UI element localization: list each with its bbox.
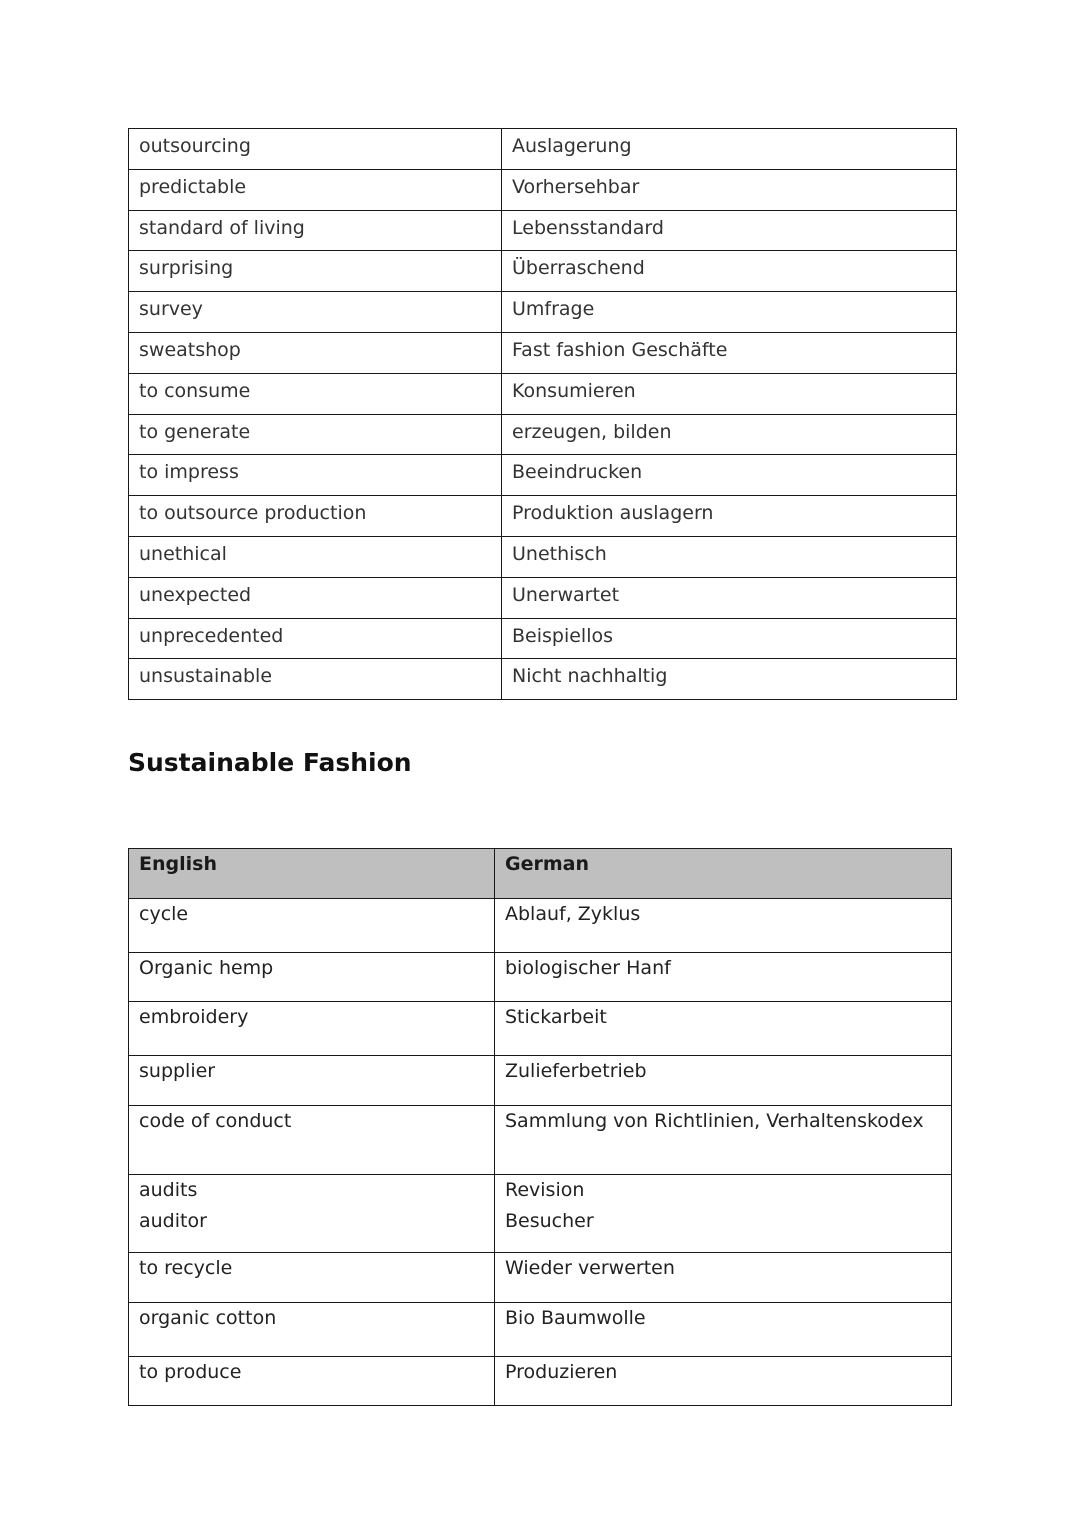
english-term: to consume [129, 373, 502, 414]
german-translation: Beeindrucken [502, 455, 957, 496]
german-translation-line: Bio Baumwolle [505, 1307, 646, 1329]
german-translation-line: Zulieferbetrieb [505, 1060, 647, 1082]
english-term-line: embroidery [139, 1006, 249, 1028]
table-row [129, 577, 957, 618]
table-row [129, 1175, 952, 1253]
english-term: to impress [129, 455, 502, 496]
english-term-line: to recycle [139, 1257, 233, 1279]
table-row [129, 1106, 952, 1175]
english-term: unethical [129, 536, 502, 577]
table-row [129, 292, 957, 333]
english-term: unsustainable [129, 659, 502, 700]
german-translation-line: Ablauf, Zyklus [505, 903, 641, 925]
english-term: unexpected [129, 577, 502, 618]
german-translation: Vorhersehbar [502, 169, 957, 210]
english-term: to generate [129, 414, 502, 455]
english-term [129, 899, 495, 953]
table-row [129, 1303, 952, 1357]
german-translation: Umfrage [502, 292, 957, 333]
german-translation-line: Stickarbeit [505, 1006, 607, 1028]
table-row [129, 210, 957, 251]
english-term-line: code of conduct [139, 1110, 292, 1132]
english-term-line: to produce [139, 1361, 242, 1383]
german-translation: Überraschend [502, 251, 957, 292]
german-translation [495, 899, 952, 953]
german-translation: Beispiellos [502, 618, 957, 659]
table-row [129, 129, 957, 170]
german-translation-line: Wieder verwerten [505, 1257, 675, 1279]
table-row [129, 1253, 952, 1303]
english-term: standard of living [129, 210, 502, 251]
english-term: sweatshop [129, 332, 502, 373]
table-row [129, 659, 957, 700]
table-row [129, 169, 957, 210]
german-translation [495, 1357, 952, 1406]
table-row [129, 414, 957, 455]
header-english: English [129, 849, 495, 899]
english-term [129, 1106, 495, 1175]
german-translation: Lebensstandard [502, 210, 957, 251]
german-translation-line: Revision [505, 1179, 585, 1201]
section-heading: Sustainable Fashion [128, 748, 412, 777]
german-translation: Konsumieren [502, 373, 957, 414]
table-row [129, 332, 957, 373]
table-row [129, 1002, 952, 1056]
table-header-row [129, 849, 952, 899]
german-translation [495, 1175, 952, 1253]
vocabulary-table-1 [128, 128, 957, 700]
table-row [129, 455, 957, 496]
german-translation-line: Besucher [505, 1210, 594, 1232]
german-translation [495, 953, 952, 1002]
table-row [129, 1056, 952, 1106]
english-term-line: audits [139, 1179, 198, 1201]
german-translation [495, 1056, 952, 1106]
english-term [129, 1357, 495, 1406]
german-translation-line: Sammlung von Richtlinien, Verhaltenskodex [505, 1110, 924, 1132]
english-term: to outsource production [129, 496, 502, 537]
table-row [129, 618, 957, 659]
table-row [129, 373, 957, 414]
english-term [129, 1002, 495, 1056]
table-row [129, 1357, 952, 1406]
german-translation: Produktion auslagern [502, 496, 957, 537]
german-translation [495, 1303, 952, 1357]
english-term: surprising [129, 251, 502, 292]
table-row [129, 899, 952, 953]
english-term [129, 1253, 495, 1303]
english-term [129, 1056, 495, 1106]
english-term-line: organic cotton [139, 1307, 277, 1329]
german-translation: erzeugen, bilden [502, 414, 957, 455]
table-row [129, 496, 957, 537]
vocabulary-table-1-body [129, 129, 957, 700]
english-term-line: supplier [139, 1060, 216, 1082]
table-row [129, 953, 952, 1002]
english-term: outsourcing [129, 129, 502, 170]
german-translation [495, 1002, 952, 1056]
english-term: survey [129, 292, 502, 333]
vocabulary-table-2-body [129, 899, 952, 1406]
german-translation: Fast fashion Geschäfte [502, 332, 957, 373]
english-term-line: auditor [139, 1210, 207, 1232]
german-translation [495, 1253, 952, 1303]
english-term-line: cycle [139, 903, 189, 925]
german-translation-line: Produzieren [505, 1361, 618, 1383]
table-row [129, 251, 957, 292]
english-term-line: Organic hemp [139, 957, 274, 979]
german-translation: Auslagerung [502, 129, 957, 170]
german-translation: Unethisch [502, 536, 957, 577]
english-term [129, 953, 495, 1002]
german-translation: Nicht nachhaltig [502, 659, 957, 700]
german-translation-line: biologischer Hanf [505, 957, 671, 979]
english-term [129, 1303, 495, 1357]
header-german: German [495, 849, 952, 899]
english-term: predictable [129, 169, 502, 210]
table-row [129, 536, 957, 577]
english-term: unprecedented [129, 618, 502, 659]
german-translation [495, 1106, 952, 1175]
german-translation: Unerwartet [502, 577, 957, 618]
vocabulary-table-2 [128, 848, 952, 1406]
english-term [129, 1175, 495, 1253]
